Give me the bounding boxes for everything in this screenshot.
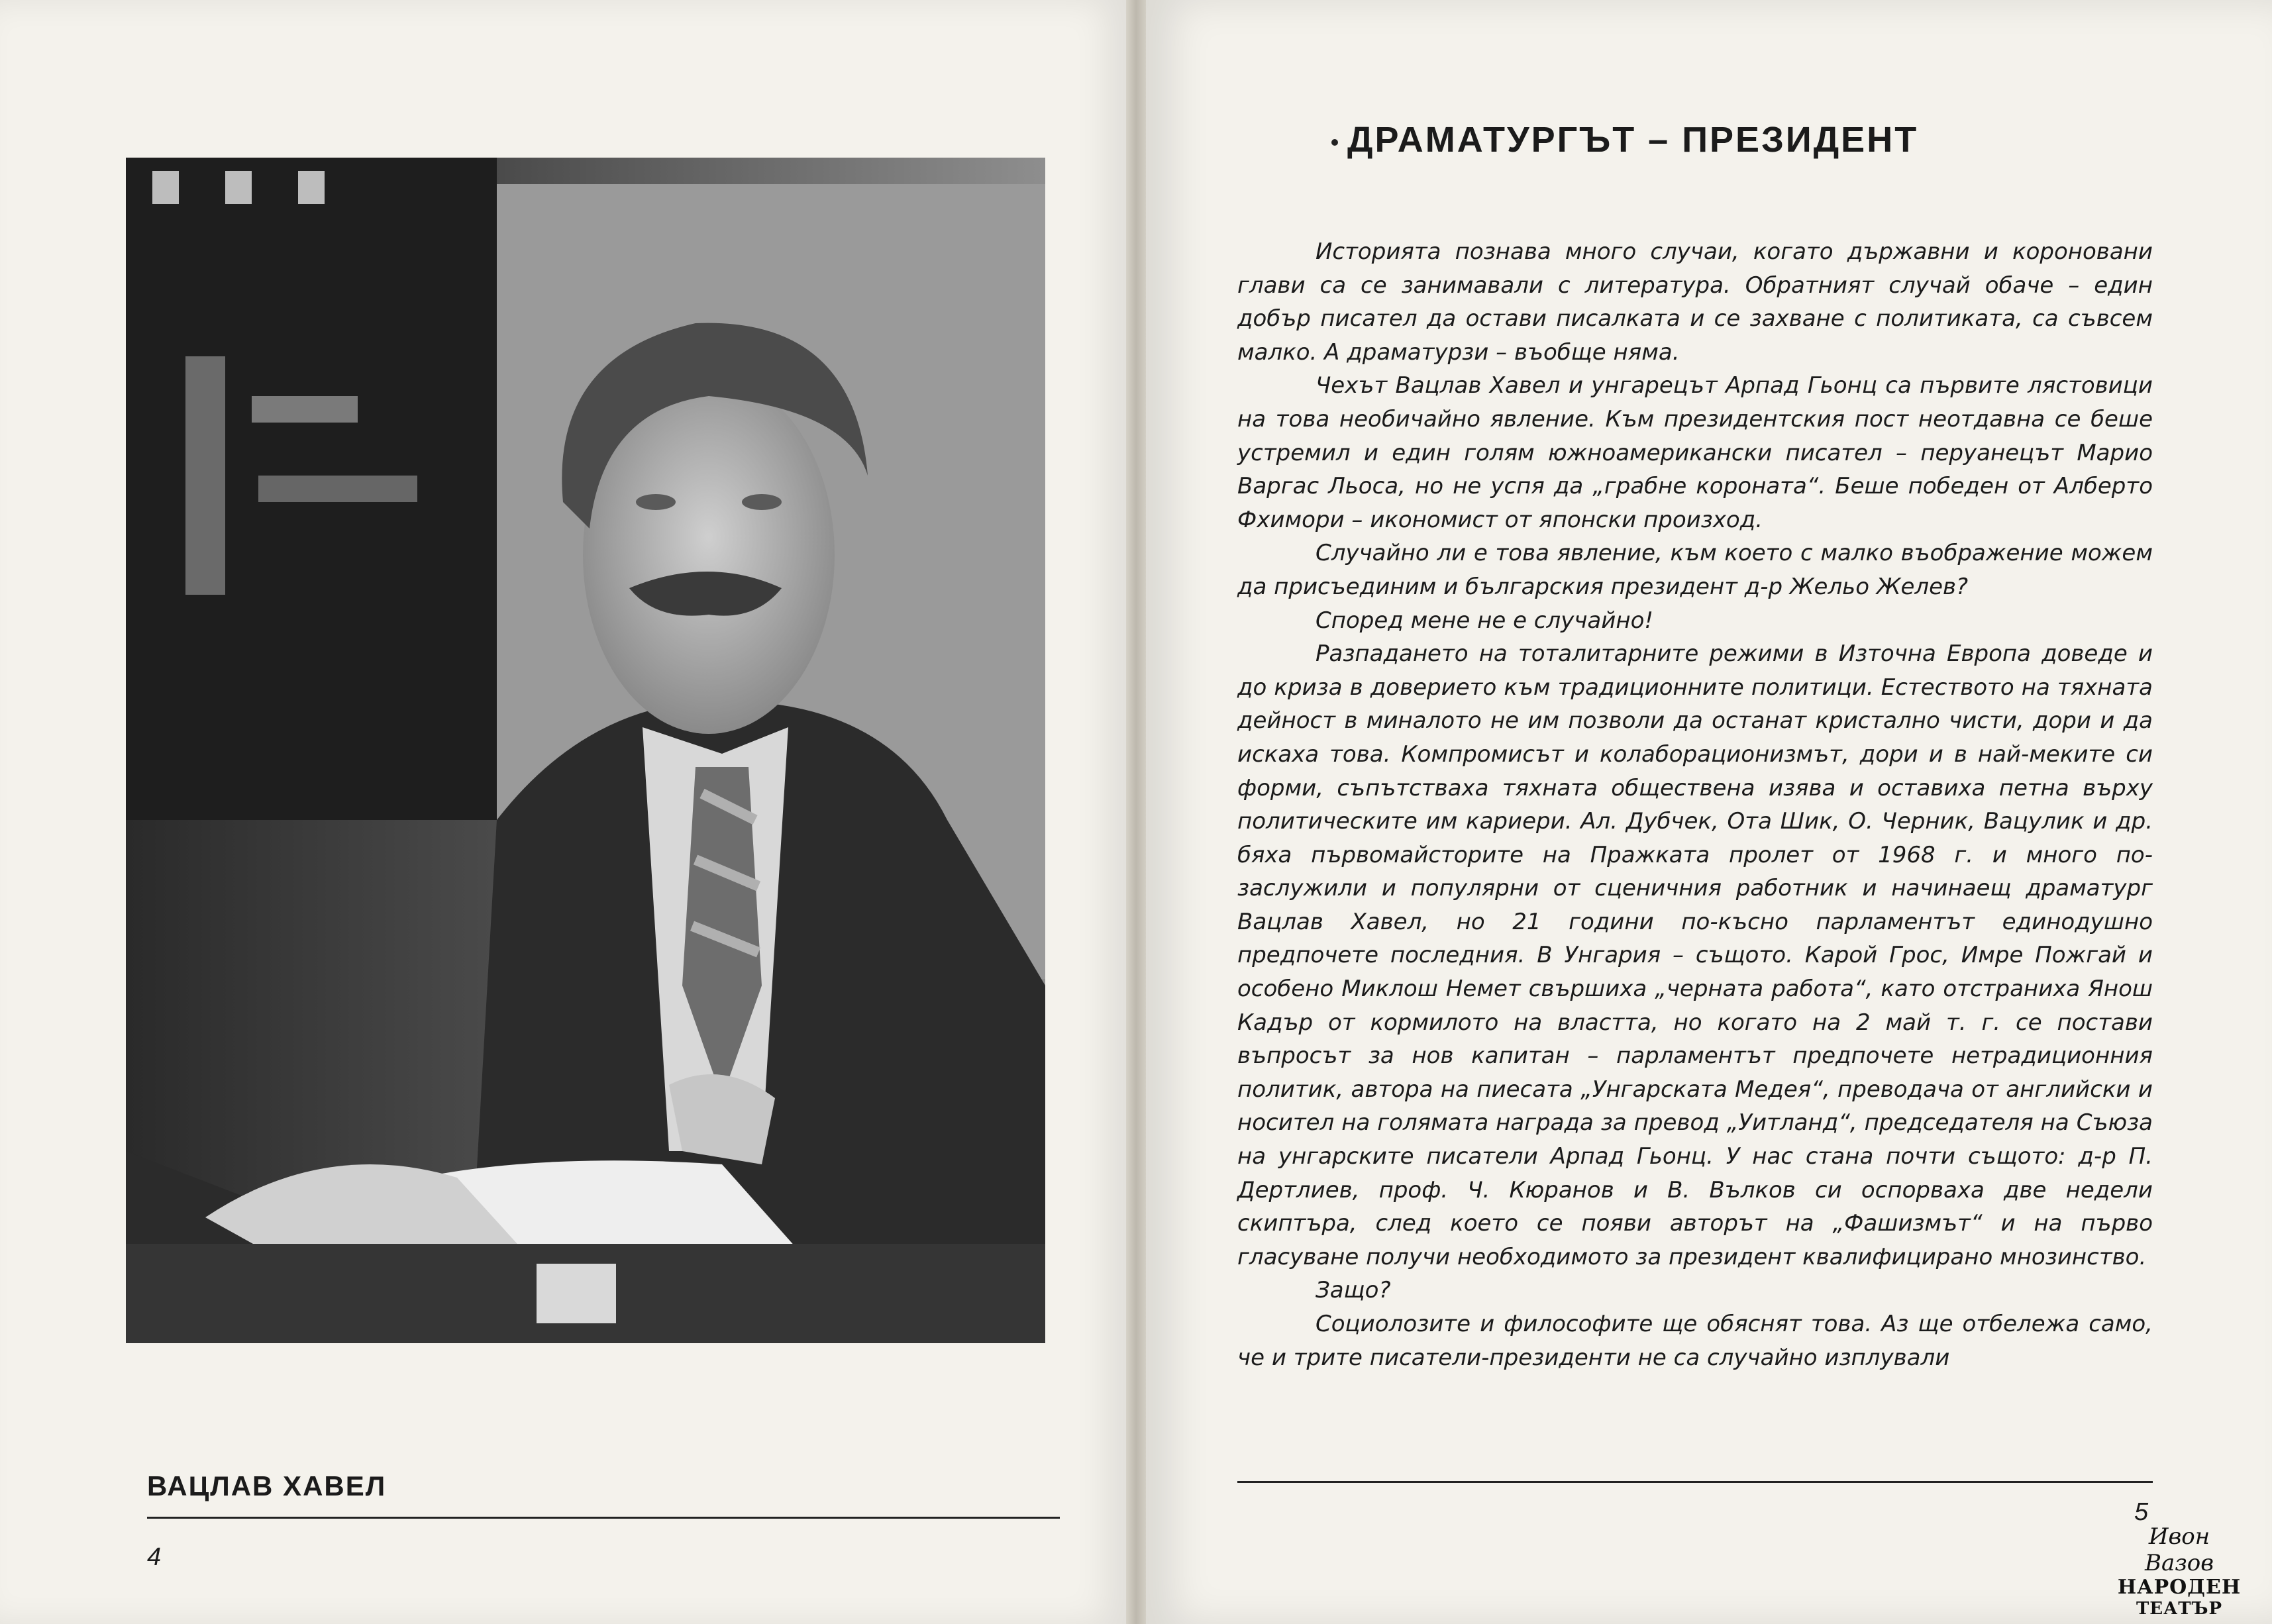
footer-divider [1237, 1481, 2153, 1483]
headline-text: ДРАМАТУРГЪТ – ПРЕЗИДЕНТ [1347, 120, 1919, 160]
page-number-left: 4 [147, 1543, 162, 1571]
paragraph-2: Чехът Вацлав Хавел и унгарецът Арпад Гьонц са първите лястовици на това необичайно явление. Към президентския пост неотдавна се беше устремил и един голям южноамерикански писател – перуанецът Марио Варгас Льоса, но не успя да „грабне короната“. Беше победен от Алберто Фхимори – икономист от японски произход. [1237, 372, 2153, 533]
paragraph-7: Социолозите и философите ще обяснят това. Аз ще отбележа само, че и трите писатели-президенти не са случайно изплували [1237, 1311, 2153, 1371]
left-page [0, 0, 1126, 1624]
theatre-logo [2113, 1523, 2246, 1619]
paragraph-3: Случайно ли е това явление, към което с малко въображение можем да присъединим и българския президент д-р Жельо Желев? [1237, 540, 2153, 600]
logo-line-2: ТЕАТЪР [2136, 1599, 2223, 1619]
article-headline [1331, 119, 2126, 160]
bullet-icon [1331, 139, 1338, 146]
logo-script: Ивон Вазов [2144, 1523, 2214, 1576]
book-gutter [1126, 0, 1146, 1624]
paragraph-6: Защо? [1316, 1277, 1391, 1304]
paragraph-5: Разпадането на тоталитарните режими в Източна Европа доведе и до криза в доверието към традиционните политици. Естеството на тяхната дейност в миналото не им позволи да останат кристално чисти, дори и да искаха това. Компромисът и колаборационизмът, дори и в най-меките си форми, съпътстваха тяхната обществена изява и оставиха петна върху политическите им кариери. Ал. Дубчек, Ота Шик, О. Черник, Вацулик и др. бяха първомайсторите на Пражката пролет от 1968 г. и много по-заслужили и популярни от сценичния работник и начинаещ драматург Вацлав Хавел, но 21 години по-късно парламентът единодушно предпочете последния. В Унгария – същото. Карой Грос, Имре Пожгай и особено Миклош Немет свършиха „черната работа“, като отстраниха Янош Кадър от кормилото на властта, но когато на 2 май т. г. се постави въпросът за нов капитан – парламентът предпочете нетрадиционния политик, автора на пиесата „Унгарската Медея“, преводача от английски и носител на голямата награда за превод „Уитланд“, председателя на Съюза на унгарските писатели Арпад Гьонц. У нас стана почти същото: д-р П. Дертлиев, проф. Ч. Кюранов и В. Вълков си оспорваха две недели скиптъра, след което се появи авторът на „Фашизмът“ и на първо гласуване получи необходимото за президент квалифицирано мнозинство. [1237, 640, 2153, 1270]
portrait-photo [126, 158, 1045, 1343]
caption-divider [147, 1517, 1060, 1519]
page-number-right: 5 [2134, 1498, 2149, 1526]
photo-caption: ВАЦЛАВ ХАВЕЛ [147, 1470, 387, 1501]
portrait-photo-graphic [126, 158, 1045, 1343]
article-body [1237, 235, 2153, 1447]
logo-line-1: НАРОДЕН [2117, 1576, 2242, 1599]
paragraph-4: Според мене не е случайно! [1316, 607, 1654, 634]
paragraph-1: Историята познава много случаи, когато държавни и короновани глави са се занимавали с литература. Обратният случай обаче – един добър писател да остави писалката и се захване с политиката, са съвсем малко. А драматурзи – въобще няма. [1237, 238, 2153, 366]
